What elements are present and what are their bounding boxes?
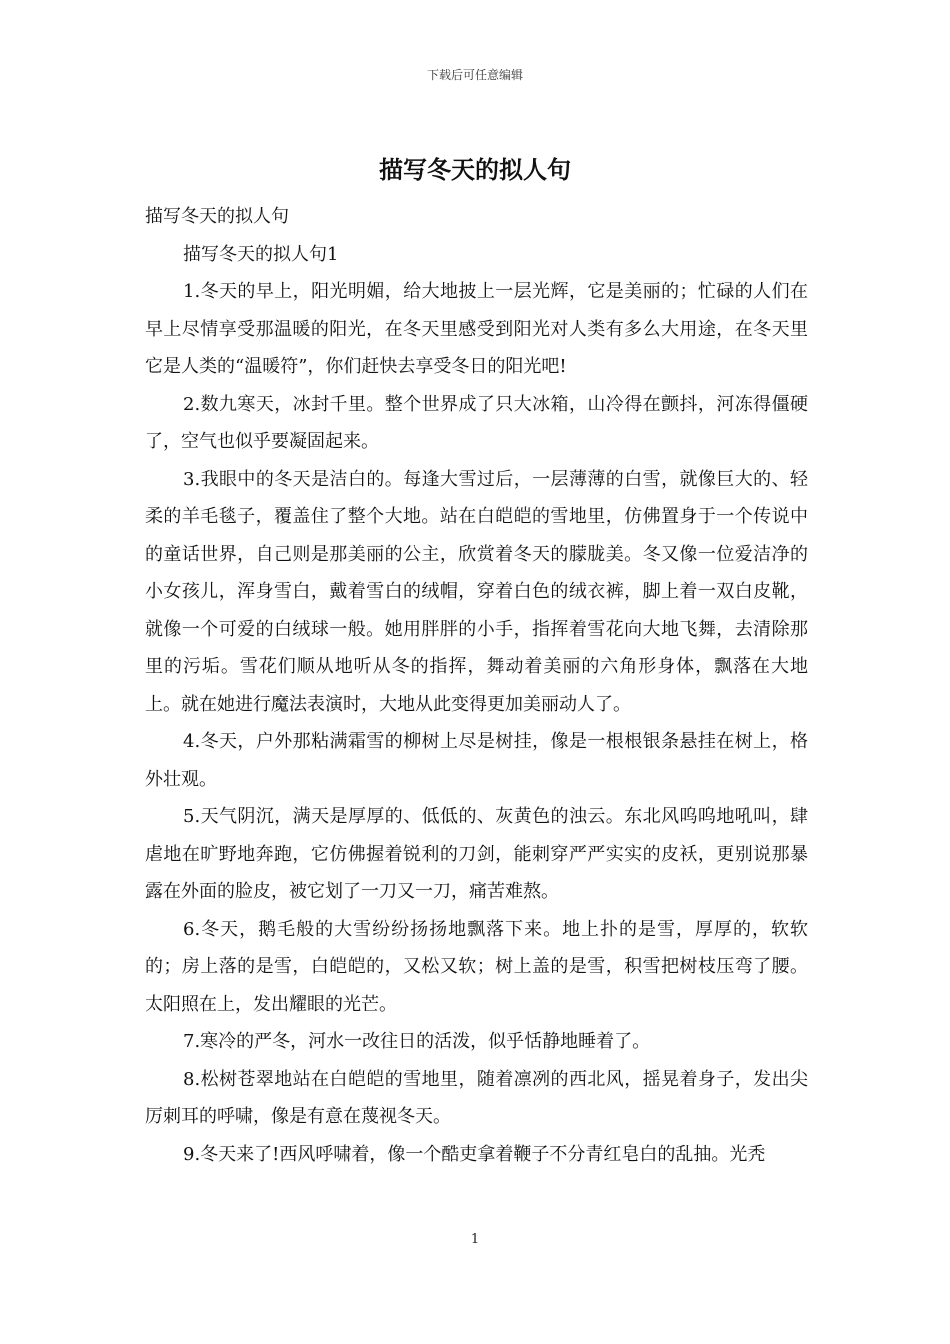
document-body [145,198,808,1173]
paragraph-7: 7.寒冷的严冬，河水一改往日的活泼，似乎恬静地睡着了。 [183,1031,651,1052]
paragraph-5: 5.天气阴沉，满天是厚厚的、低低的、灰黄色的浊云。东北风呜呜地吼叫，肆虐地在旷野地奔跑，它仿佛握着锐利的刀剑，能刺穿严严实实的皮袄，更别说那暴露在外面的脸皮，被它划了一刀又一刀，痛苦难熬。 [145,806,808,902]
page-header-note: 下载后可任意编辑 [426,68,523,82]
paragraph-1: 1.冬天的早上，阳光明媚，给大地披上一层光辉，它是美丽的；忙碌的人们在早上尽情享受那温暖的阳光，在冬天里感受到阳光对人类有多么大用途，在冬天里它是人类的“温暖符”，你们赶快去享受冬日的阳光吧! [145,281,808,377]
document-title: 描写冬天的拟人句 [379,155,571,184]
paragraph-8: 8.松树苍翠地站在白皑皑的雪地里，随着凛冽的西北风，摇晃着身子，发出尖厉刺耳的呼啸，像是有意在蔑视冬天。 [145,1068,808,1127]
paragraph-6: 6.冬天，鹅毛般的大雪纷纷扬扬地飘落下来。地上扑的是雪，厚厚的，软软的；房上落的是雪，白皑皑的，又松又软；树上盖的是雪，积雪把树枝压弯了腰。太阳照在上，发出耀眼的光芒。 [145,918,808,1015]
paragraph-4: 4.冬天，户外那粘满霜雪的柳树上尽是树挂，像是一根根银条悬挂在树上，格外壮观。 [145,731,808,790]
document-subtitle: 描写冬天的拟人句 [145,206,289,227]
page-number: 1 [470,1232,480,1247]
paragraph-3: 3.我眼中的冬天是洁白的。每逢大雪过后，一层薄薄的白雪，就像巨大的、轻柔的羊毛毯子，覆盖住了整个大地。站在白皑皑的雪地里，仿佛置身于一个传说中的童话世界，自己则是那美丽的公主，欣赏着冬天的朦胧美。冬又像一位爱洁净的小女孩儿，浑身雪白，戴着雪白的绒帽，穿着白色的绒衣裤，脚上着一双白皮靴，就像一个可爱的白绒球一般。她用胖胖的小手，指挥着雪花向大地飞舞，去清除那里的污垢。雪花们顺从地听从冬的指挥，舞动着美丽的六角形身体，飘落在大地上。就在她进行魔法表演时，大地从此变得更加美丽动人了。 [145,468,808,715]
section-heading: 描写冬天的拟人句1 [183,243,339,265]
paragraph-2: 2.数九寒天，冰封千里。整个世界成了只大冰箱，山冷得在颤抖，河冻得僵硬了，空气也似乎要凝固起来。 [145,393,808,452]
paragraph-9: 9.冬天来了!西风呼啸着，像一个酷吏拿着鞭子不分青红皂白的乱抽。光秃 [183,1143,766,1165]
